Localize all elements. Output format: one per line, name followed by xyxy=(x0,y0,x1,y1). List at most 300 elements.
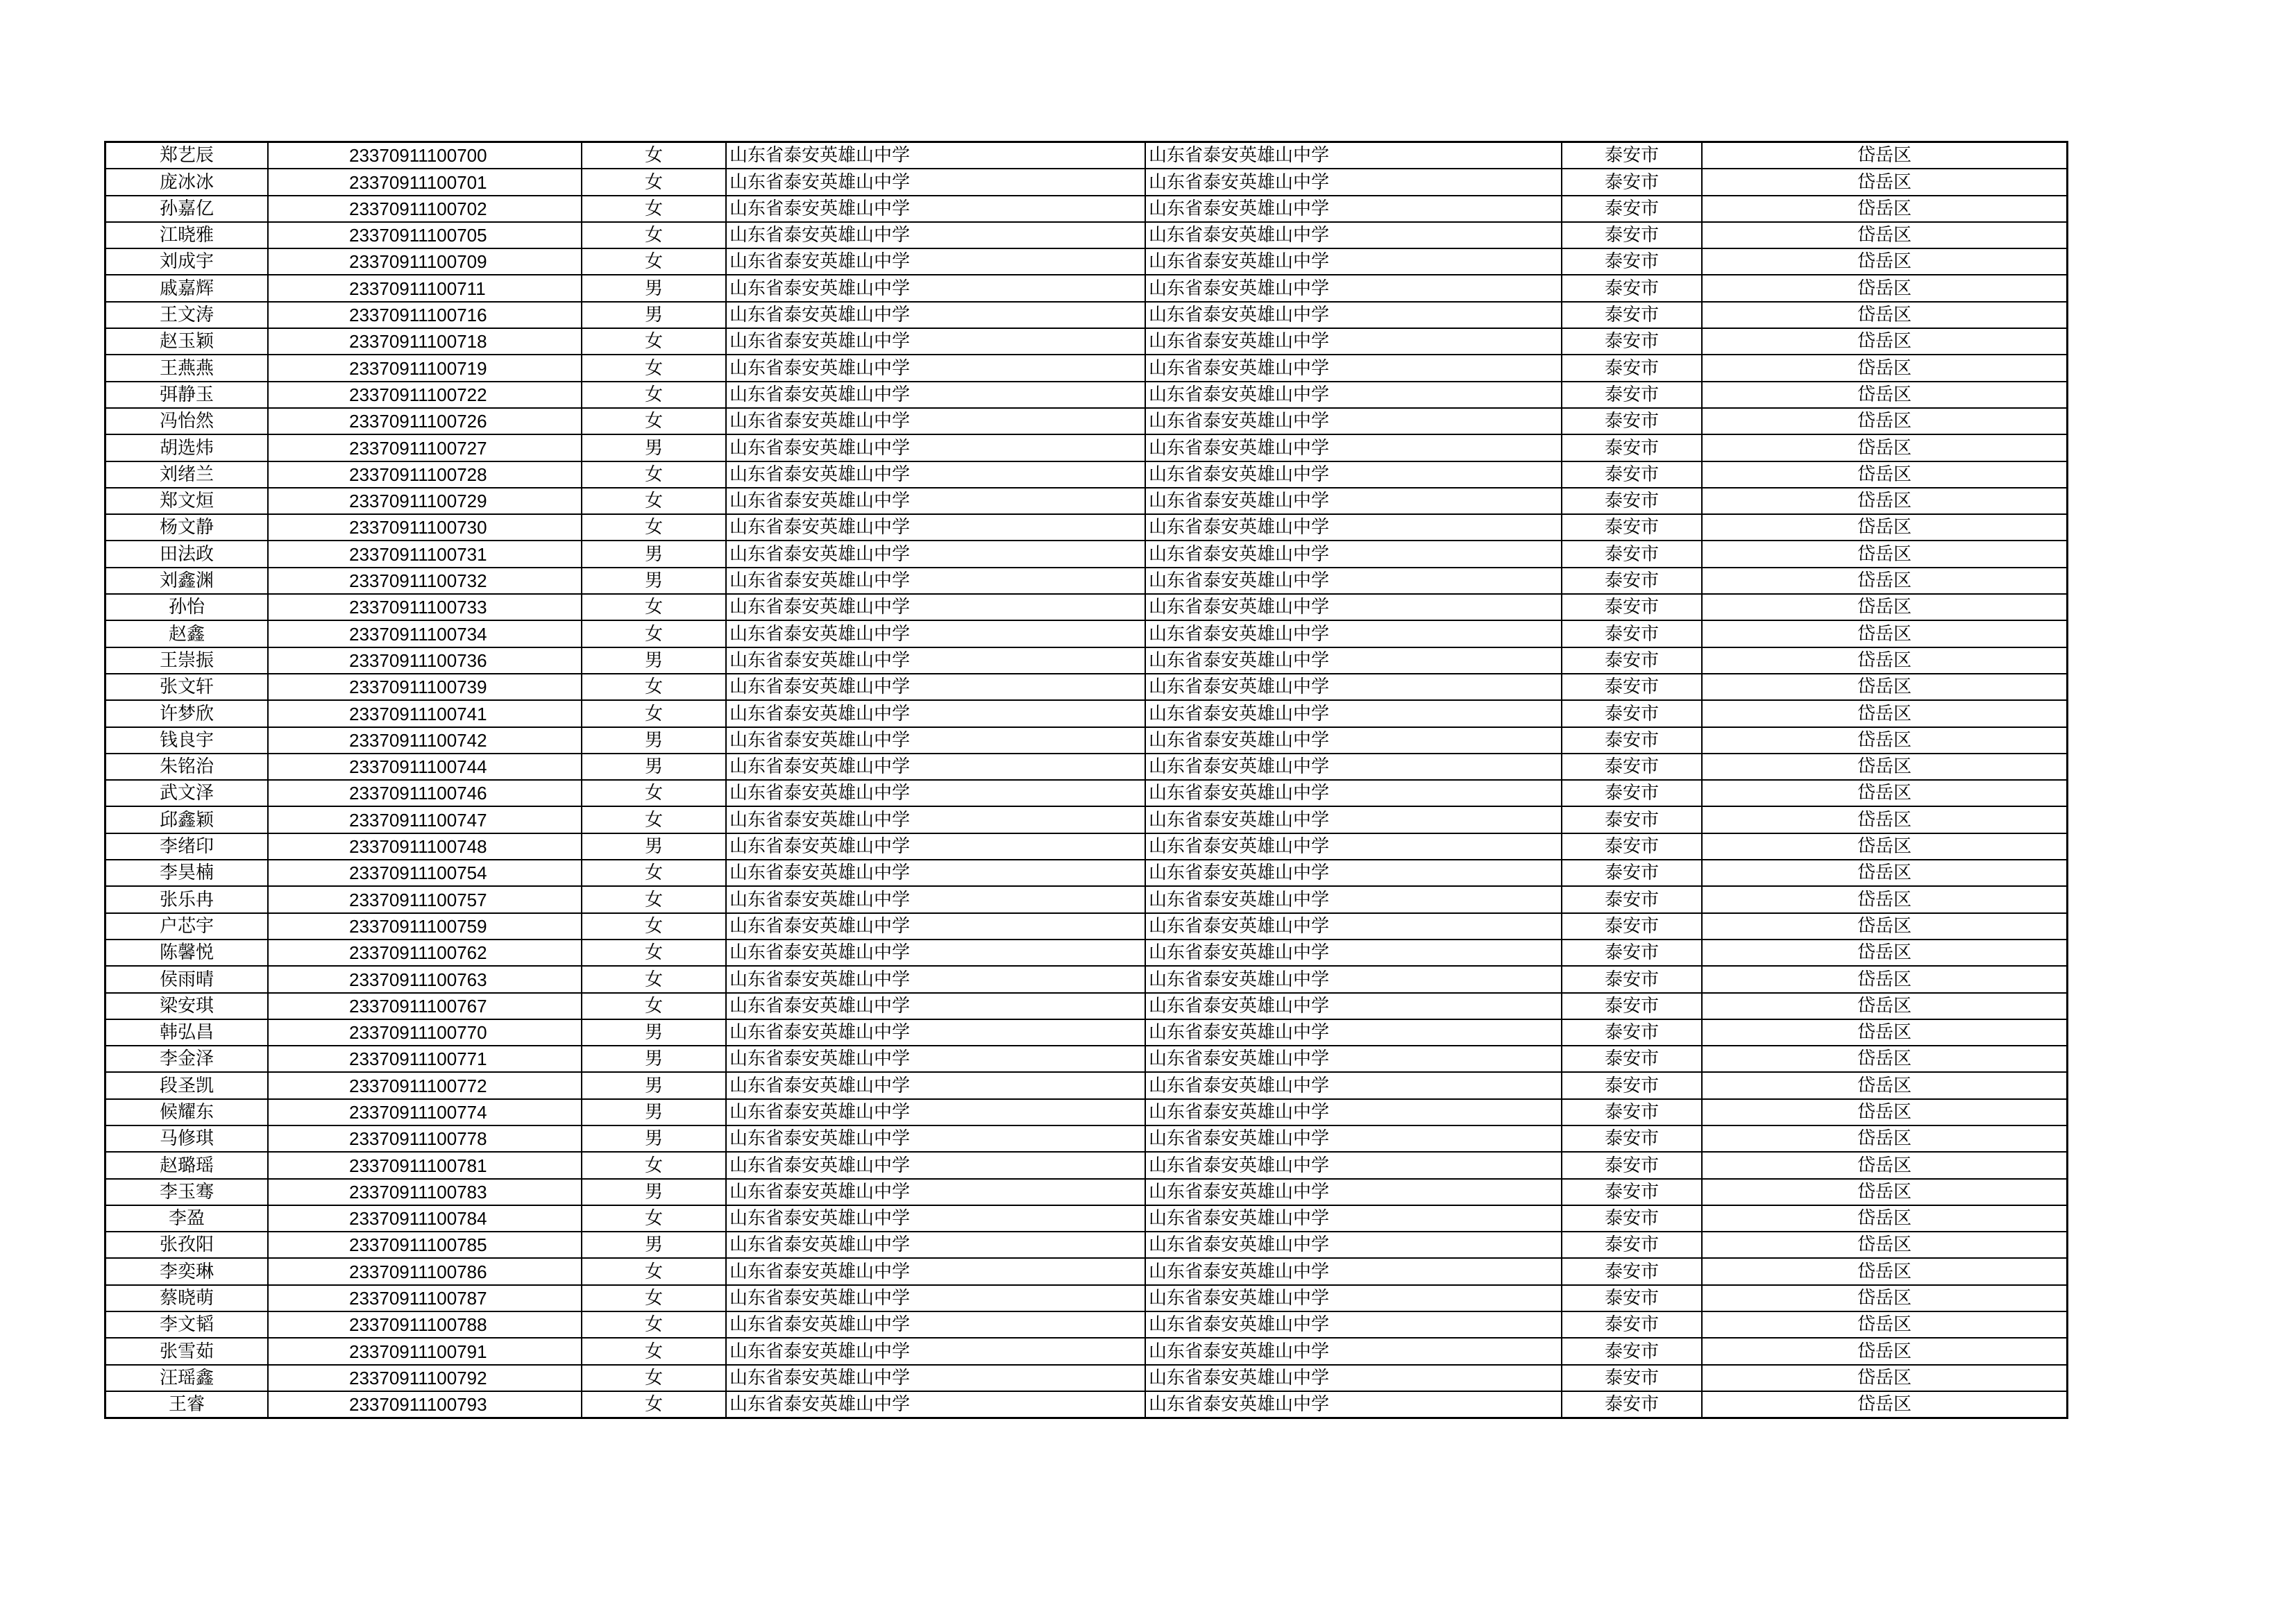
table-row xyxy=(105,461,2068,488)
school-cell: 山东省泰安英雄山中学 xyxy=(726,806,1145,833)
school-cell: 山东省泰安英雄山中学 xyxy=(726,222,1145,248)
exam-site-cell: 山东省泰安英雄山中学 xyxy=(1145,780,1562,806)
district-cell: 岱岳区 xyxy=(1702,1338,2068,1364)
exam-number-cell: 23370911100732 xyxy=(268,568,582,594)
district-cell: 岱岳区 xyxy=(1702,1365,2068,1391)
student-name-cell: 张文轩 xyxy=(105,674,269,700)
exam-site-cell: 山东省泰安英雄山中学 xyxy=(1145,1338,1562,1364)
table-row xyxy=(105,1311,2068,1338)
table-row xyxy=(105,1391,2068,1418)
school-cell: 山东省泰安英雄山中学 xyxy=(726,355,1145,381)
table-row xyxy=(105,1125,2068,1152)
exam-site-cell: 山东省泰安英雄山中学 xyxy=(1145,541,1562,567)
student-name-cell: 邱鑫颖 xyxy=(105,806,269,833)
district-cell: 岱岳区 xyxy=(1702,1311,2068,1338)
district-cell: 岱岳区 xyxy=(1702,1232,2068,1258)
city-cell: 泰安市 xyxy=(1562,488,1702,514)
exam-number-cell: 23370911100757 xyxy=(268,886,582,912)
city-cell: 泰安市 xyxy=(1562,382,1702,408)
district-cell: 岱岳区 xyxy=(1702,833,2068,860)
student-name-cell: 郑文烜 xyxy=(105,488,269,514)
exam-site-cell: 山东省泰安英雄山中学 xyxy=(1145,674,1562,700)
city-cell: 泰安市 xyxy=(1562,355,1702,381)
student-name-cell: 李盈 xyxy=(105,1205,269,1232)
gender-cell: 男 xyxy=(582,1072,726,1098)
exam-number-cell: 23370911100788 xyxy=(268,1311,582,1338)
district-cell: 岱岳区 xyxy=(1702,461,2068,488)
exam-number-cell: 23370911100739 xyxy=(268,674,582,700)
school-cell: 山东省泰安英雄山中学 xyxy=(726,913,1145,940)
student-name-cell: 王崇振 xyxy=(105,647,269,674)
exam-number-cell: 23370911100787 xyxy=(268,1285,582,1311)
city-cell: 泰安市 xyxy=(1562,1258,1702,1284)
table-row xyxy=(105,275,2068,301)
gender-cell: 男 xyxy=(582,302,726,328)
school-cell: 山东省泰安英雄山中学 xyxy=(726,541,1145,567)
exam-number-cell: 23370911100742 xyxy=(268,727,582,754)
table-row xyxy=(105,727,2068,754)
exam-site-cell: 山东省泰安英雄山中学 xyxy=(1145,328,1562,355)
exam-number-cell: 23370911100786 xyxy=(268,1258,582,1284)
gender-cell: 女 xyxy=(582,169,726,195)
exam-number-cell: 23370911100719 xyxy=(268,355,582,381)
city-cell: 泰安市 xyxy=(1562,328,1702,355)
table-row xyxy=(105,142,2068,169)
exam-site-cell: 山东省泰安英雄山中学 xyxy=(1145,222,1562,248)
city-cell: 泰安市 xyxy=(1562,913,1702,940)
student-name-cell: 田法政 xyxy=(105,541,269,567)
student-name-cell: 戚嘉辉 xyxy=(105,275,269,301)
table-row xyxy=(105,700,2068,726)
school-cell: 山东省泰安英雄山中学 xyxy=(726,169,1145,195)
district-cell: 岱岳区 xyxy=(1702,222,2068,248)
city-cell: 泰安市 xyxy=(1562,568,1702,594)
gender-cell: 女 xyxy=(582,940,726,966)
exam-number-cell: 23370911100741 xyxy=(268,700,582,726)
gender-cell: 女 xyxy=(582,514,726,541)
student-name-cell: 韩弘昌 xyxy=(105,1019,269,1046)
exam-number-cell: 23370911100734 xyxy=(268,620,582,647)
table-row xyxy=(105,541,2068,567)
table-row xyxy=(105,196,2068,222)
exam-site-cell: 山东省泰安英雄山中学 xyxy=(1145,1125,1562,1152)
city-cell: 泰安市 xyxy=(1562,594,1702,620)
exam-site-cell: 山东省泰安英雄山中学 xyxy=(1145,700,1562,726)
table-row xyxy=(105,647,2068,674)
exam-site-cell: 山东省泰安英雄山中学 xyxy=(1145,993,1562,1019)
school-cell: 山东省泰安英雄山中学 xyxy=(726,886,1145,912)
city-cell: 泰安市 xyxy=(1562,1099,1702,1125)
exam-number-cell: 23370911100731 xyxy=(268,541,582,567)
student-name-cell: 李奕琳 xyxy=(105,1258,269,1284)
exam-site-cell: 山东省泰安英雄山中学 xyxy=(1145,806,1562,833)
school-cell: 山东省泰安英雄山中学 xyxy=(726,568,1145,594)
school-cell: 山东省泰安英雄山中学 xyxy=(726,1285,1145,1311)
table-row xyxy=(105,302,2068,328)
table-row xyxy=(105,328,2068,355)
gender-cell: 男 xyxy=(582,1019,726,1046)
student-name-cell: 胡选炜 xyxy=(105,434,269,461)
district-cell: 岱岳区 xyxy=(1702,541,2068,567)
table-row xyxy=(105,355,2068,381)
district-cell: 岱岳区 xyxy=(1702,355,2068,381)
city-cell: 泰安市 xyxy=(1562,408,1702,434)
exam-number-cell: 23370911100700 xyxy=(268,142,582,169)
district-cell: 岱岳区 xyxy=(1702,142,2068,169)
district-cell: 岱岳区 xyxy=(1702,408,2068,434)
gender-cell: 男 xyxy=(582,1046,726,1072)
school-cell: 山东省泰安英雄山中学 xyxy=(726,1072,1145,1098)
district-cell: 岱岳区 xyxy=(1702,248,2068,275)
student-name-cell: 梁安琪 xyxy=(105,993,269,1019)
school-cell: 山东省泰安英雄山中学 xyxy=(726,408,1145,434)
school-cell: 山东省泰安英雄山中学 xyxy=(726,1258,1145,1284)
district-cell: 岱岳区 xyxy=(1702,700,2068,726)
gender-cell: 女 xyxy=(582,1338,726,1364)
school-cell: 山东省泰安英雄山中学 xyxy=(726,674,1145,700)
exam-site-cell: 山东省泰安英雄山中学 xyxy=(1145,966,1562,992)
exam-number-cell: 23370911100759 xyxy=(268,913,582,940)
district-cell: 岱岳区 xyxy=(1702,488,2068,514)
gender-cell: 男 xyxy=(582,833,726,860)
school-cell: 山东省泰安英雄山中学 xyxy=(726,382,1145,408)
table-row xyxy=(105,833,2068,860)
student-name-cell: 李玉骞 xyxy=(105,1179,269,1205)
exam-site-cell: 山东省泰安英雄山中学 xyxy=(1145,1179,1562,1205)
city-cell: 泰安市 xyxy=(1562,966,1702,992)
city-cell: 泰安市 xyxy=(1562,275,1702,301)
exam-number-cell: 23370911100726 xyxy=(268,408,582,434)
school-cell: 山东省泰安英雄山中学 xyxy=(726,993,1145,1019)
gender-cell: 女 xyxy=(582,913,726,940)
school-cell: 山东省泰安英雄山中学 xyxy=(726,754,1145,780)
exam-site-cell: 山东省泰安英雄山中学 xyxy=(1145,142,1562,169)
exam-site-cell: 山东省泰安英雄山中学 xyxy=(1145,1072,1562,1098)
student-name-cell: 刘绪兰 xyxy=(105,461,269,488)
district-cell: 岱岳区 xyxy=(1702,780,2068,806)
exam-number-cell: 23370911100783 xyxy=(268,1179,582,1205)
school-cell: 山东省泰安英雄山中学 xyxy=(726,142,1145,169)
district-cell: 岱岳区 xyxy=(1702,754,2068,780)
exam-site-cell: 山东省泰安英雄山中学 xyxy=(1145,488,1562,514)
city-cell: 泰安市 xyxy=(1562,434,1702,461)
district-cell: 岱岳区 xyxy=(1702,1099,2068,1125)
student-name-cell: 李文韬 xyxy=(105,1311,269,1338)
city-cell: 泰安市 xyxy=(1562,780,1702,806)
student-name-cell: 段圣凯 xyxy=(105,1072,269,1098)
school-cell: 山东省泰安英雄山中学 xyxy=(726,1232,1145,1258)
city-cell: 泰安市 xyxy=(1562,647,1702,674)
table-row xyxy=(105,674,2068,700)
table-row xyxy=(105,222,2068,248)
school-cell: 山东省泰安英雄山中学 xyxy=(726,302,1145,328)
exam-number-cell: 23370911100778 xyxy=(268,1125,582,1152)
city-cell: 泰安市 xyxy=(1562,302,1702,328)
student-name-cell: 李昊楠 xyxy=(105,860,269,886)
school-cell: 山东省泰安英雄山中学 xyxy=(726,1311,1145,1338)
district-cell: 岱岳区 xyxy=(1702,940,2068,966)
city-cell: 泰安市 xyxy=(1562,620,1702,647)
school-cell: 山东省泰安英雄山中学 xyxy=(726,461,1145,488)
city-cell: 泰安市 xyxy=(1562,1285,1702,1311)
exam-number-cell: 23370911100754 xyxy=(268,860,582,886)
gender-cell: 男 xyxy=(582,1232,726,1258)
exam-number-cell: 23370911100791 xyxy=(268,1338,582,1364)
district-cell: 岱岳区 xyxy=(1702,1285,2068,1311)
district-cell: 岱岳区 xyxy=(1702,1046,2068,1072)
roster-body xyxy=(105,142,2068,1418)
gender-cell: 女 xyxy=(582,806,726,833)
school-cell: 山东省泰安英雄山中学 xyxy=(726,514,1145,541)
exam-site-cell: 山东省泰安英雄山中学 xyxy=(1145,940,1562,966)
table-row xyxy=(105,248,2068,275)
school-cell: 山东省泰安英雄山中学 xyxy=(726,647,1145,674)
school-cell: 山东省泰安英雄山中学 xyxy=(726,1338,1145,1364)
school-cell: 山东省泰安英雄山中学 xyxy=(726,328,1145,355)
city-cell: 泰安市 xyxy=(1562,1232,1702,1258)
gender-cell: 女 xyxy=(582,142,726,169)
exam-site-cell: 山东省泰安英雄山中学 xyxy=(1145,594,1562,620)
gender-cell: 男 xyxy=(582,1125,726,1152)
exam-site-cell: 山东省泰安英雄山中学 xyxy=(1145,1285,1562,1311)
student-name-cell: 汪瑶鑫 xyxy=(105,1365,269,1391)
exam-site-cell: 山东省泰安英雄山中学 xyxy=(1145,727,1562,754)
student-name-cell: 侯雨晴 xyxy=(105,966,269,992)
district-cell: 岱岳区 xyxy=(1702,1072,2068,1098)
table-row xyxy=(105,754,2068,780)
table-row xyxy=(105,620,2068,647)
city-cell: 泰安市 xyxy=(1562,993,1702,1019)
district-cell: 岱岳区 xyxy=(1702,169,2068,195)
student-name-cell: 庞冰冰 xyxy=(105,169,269,195)
exam-number-cell: 23370911100763 xyxy=(268,966,582,992)
exam-site-cell: 山东省泰安英雄山中学 xyxy=(1145,196,1562,222)
exam-number-cell: 23370911100746 xyxy=(268,780,582,806)
exam-site-cell: 山东省泰安英雄山中学 xyxy=(1145,1046,1562,1072)
city-cell: 泰安市 xyxy=(1562,700,1702,726)
gender-cell: 女 xyxy=(582,1391,726,1418)
exam-number-cell: 23370911100709 xyxy=(268,248,582,275)
gender-cell: 女 xyxy=(582,594,726,620)
table-row xyxy=(105,1232,2068,1258)
gender-cell: 女 xyxy=(582,993,726,1019)
school-cell: 山东省泰安英雄山中学 xyxy=(726,196,1145,222)
school-cell: 山东省泰安英雄山中学 xyxy=(726,1152,1145,1178)
school-cell: 山东省泰安英雄山中学 xyxy=(726,1205,1145,1232)
exam-site-cell: 山东省泰安英雄山中学 xyxy=(1145,886,1562,912)
exam-site-cell: 山东省泰安英雄山中学 xyxy=(1145,1258,1562,1284)
table-row xyxy=(105,860,2068,886)
district-cell: 岱岳区 xyxy=(1702,1391,2068,1418)
table-row xyxy=(105,806,2068,833)
school-cell: 山东省泰安英雄山中学 xyxy=(726,488,1145,514)
student-name-cell: 王文涛 xyxy=(105,302,269,328)
table-row xyxy=(105,913,2068,940)
exam-site-cell: 山东省泰安英雄山中学 xyxy=(1145,302,1562,328)
gender-cell: 女 xyxy=(582,1365,726,1391)
student-name-cell: 候耀东 xyxy=(105,1099,269,1125)
exam-number-cell: 23370911100748 xyxy=(268,833,582,860)
student-name-cell: 刘鑫渊 xyxy=(105,568,269,594)
exam-number-cell: 23370911100730 xyxy=(268,514,582,541)
gender-cell: 女 xyxy=(582,860,726,886)
school-cell: 山东省泰安英雄山中学 xyxy=(726,620,1145,647)
city-cell: 泰安市 xyxy=(1562,461,1702,488)
student-name-cell: 朱铭治 xyxy=(105,754,269,780)
exam-number-cell: 23370911100718 xyxy=(268,328,582,355)
student-name-cell: 王燕燕 xyxy=(105,355,269,381)
exam-site-cell: 山东省泰安英雄山中学 xyxy=(1145,169,1562,195)
gender-cell: 女 xyxy=(582,1311,726,1338)
school-cell: 山东省泰安英雄山中学 xyxy=(726,275,1145,301)
exam-site-cell: 山东省泰安英雄山中学 xyxy=(1145,514,1562,541)
city-cell: 泰安市 xyxy=(1562,940,1702,966)
city-cell: 泰安市 xyxy=(1562,1019,1702,1046)
exam-number-cell: 23370911100767 xyxy=(268,993,582,1019)
city-cell: 泰安市 xyxy=(1562,1205,1702,1232)
school-cell: 山东省泰安英雄山中学 xyxy=(726,1046,1145,1072)
school-cell: 山东省泰安英雄山中学 xyxy=(726,940,1145,966)
gender-cell: 女 xyxy=(582,222,726,248)
exam-number-cell: 23370911100727 xyxy=(268,434,582,461)
table-row xyxy=(105,169,2068,195)
table-row xyxy=(105,1338,2068,1364)
exam-site-cell: 山东省泰安英雄山中学 xyxy=(1145,275,1562,301)
district-cell: 岱岳区 xyxy=(1702,514,2068,541)
city-cell: 泰安市 xyxy=(1562,248,1702,275)
exam-number-cell: 23370911100728 xyxy=(268,461,582,488)
gender-cell: 女 xyxy=(582,328,726,355)
gender-cell: 女 xyxy=(582,780,726,806)
city-cell: 泰安市 xyxy=(1562,1391,1702,1418)
table-row xyxy=(105,1072,2068,1098)
table-row xyxy=(105,1046,2068,1072)
gender-cell: 男 xyxy=(582,541,726,567)
exam-site-cell: 山东省泰安英雄山中学 xyxy=(1145,860,1562,886)
gender-cell: 女 xyxy=(582,1258,726,1284)
student-name-cell: 江晓雅 xyxy=(105,222,269,248)
student-name-cell: 杨文静 xyxy=(105,514,269,541)
exam-site-cell: 山东省泰安英雄山中学 xyxy=(1145,620,1562,647)
student-name-cell: 蔡晓萌 xyxy=(105,1285,269,1311)
city-cell: 泰安市 xyxy=(1562,833,1702,860)
exam-number-cell: 23370911100774 xyxy=(268,1099,582,1125)
exam-number-cell: 23370911100785 xyxy=(268,1232,582,1258)
gender-cell: 女 xyxy=(582,1285,726,1311)
student-name-cell: 郑艺辰 xyxy=(105,142,269,169)
gender-cell: 女 xyxy=(582,382,726,408)
district-cell: 岱岳区 xyxy=(1702,727,2068,754)
student-name-cell: 弭静玉 xyxy=(105,382,269,408)
school-cell: 山东省泰安英雄山中学 xyxy=(726,248,1145,275)
exam-number-cell: 23370911100771 xyxy=(268,1046,582,1072)
exam-site-cell: 山东省泰安英雄山中学 xyxy=(1145,647,1562,674)
gender-cell: 女 xyxy=(582,488,726,514)
student-name-cell: 冯怡然 xyxy=(105,408,269,434)
gender-cell: 女 xyxy=(582,700,726,726)
exam-number-cell: 23370911100772 xyxy=(268,1072,582,1098)
student-name-cell: 孙怡 xyxy=(105,594,269,620)
city-cell: 泰安市 xyxy=(1562,754,1702,780)
exam-site-cell: 山东省泰安英雄山中学 xyxy=(1145,408,1562,434)
school-cell: 山东省泰安英雄山中学 xyxy=(726,833,1145,860)
district-cell: 岱岳区 xyxy=(1702,1179,2068,1205)
table-row xyxy=(105,886,2068,912)
city-cell: 泰安市 xyxy=(1562,1179,1702,1205)
school-cell: 山东省泰安英雄山中学 xyxy=(726,434,1145,461)
city-cell: 泰安市 xyxy=(1562,541,1702,567)
gender-cell: 男 xyxy=(582,434,726,461)
exam-site-cell: 山东省泰安英雄山中学 xyxy=(1145,1391,1562,1418)
student-name-cell: 刘成宇 xyxy=(105,248,269,275)
city-cell: 泰安市 xyxy=(1562,1072,1702,1098)
district-cell: 岱岳区 xyxy=(1702,1019,2068,1046)
exam-number-cell: 23370911100784 xyxy=(268,1205,582,1232)
school-cell: 山东省泰安英雄山中学 xyxy=(726,1019,1145,1046)
district-cell: 岱岳区 xyxy=(1702,806,2068,833)
city-cell: 泰安市 xyxy=(1562,1152,1702,1178)
city-cell: 泰安市 xyxy=(1562,196,1702,222)
city-cell: 泰安市 xyxy=(1562,886,1702,912)
exam-site-cell: 山东省泰安英雄山中学 xyxy=(1145,355,1562,381)
table-row xyxy=(105,1099,2068,1125)
city-cell: 泰安市 xyxy=(1562,1311,1702,1338)
gender-cell: 女 xyxy=(582,408,726,434)
exam-site-cell: 山东省泰安英雄山中学 xyxy=(1145,1019,1562,1046)
table-row xyxy=(105,966,2068,992)
gender-cell: 女 xyxy=(582,196,726,222)
table-row xyxy=(105,1205,2068,1232)
table-row xyxy=(105,1258,2068,1284)
student-name-cell: 赵鑫 xyxy=(105,620,269,647)
district-cell: 岱岳区 xyxy=(1702,913,2068,940)
exam-number-cell: 23370911100792 xyxy=(268,1365,582,1391)
city-cell: 泰安市 xyxy=(1562,1365,1702,1391)
table-row xyxy=(105,568,2068,594)
district-cell: 岱岳区 xyxy=(1702,674,2068,700)
student-name-cell: 武文泽 xyxy=(105,780,269,806)
district-cell: 岱岳区 xyxy=(1702,1205,2068,1232)
district-cell: 岱岳区 xyxy=(1702,302,2068,328)
student-name-cell: 张雪茹 xyxy=(105,1338,269,1364)
gender-cell: 女 xyxy=(582,620,726,647)
district-cell: 岱岳区 xyxy=(1702,647,2068,674)
district-cell: 岱岳区 xyxy=(1702,1152,2068,1178)
student-name-cell: 张乐冉 xyxy=(105,886,269,912)
city-cell: 泰安市 xyxy=(1562,1046,1702,1072)
exam-site-cell: 山东省泰安英雄山中学 xyxy=(1145,1205,1562,1232)
district-cell: 岱岳区 xyxy=(1702,434,2068,461)
exam-site-cell: 山东省泰安英雄山中学 xyxy=(1145,1365,1562,1391)
exam-site-cell: 山东省泰安英雄山中学 xyxy=(1145,833,1562,860)
exam-number-cell: 23370911100781 xyxy=(268,1152,582,1178)
student-name-cell: 赵玉颖 xyxy=(105,328,269,355)
district-cell: 岱岳区 xyxy=(1702,966,2068,992)
exam-site-cell: 山东省泰安英雄山中学 xyxy=(1145,248,1562,275)
city-cell: 泰安市 xyxy=(1562,727,1702,754)
district-cell: 岱岳区 xyxy=(1702,1125,2068,1152)
school-cell: 山东省泰安英雄山中学 xyxy=(726,1179,1145,1205)
gender-cell: 男 xyxy=(582,1179,726,1205)
gender-cell: 女 xyxy=(582,674,726,700)
exam-number-cell: 23370911100705 xyxy=(268,222,582,248)
exam-site-cell: 山东省泰安英雄山中学 xyxy=(1145,1311,1562,1338)
gender-cell: 女 xyxy=(582,248,726,275)
student-name-cell: 孙嘉亿 xyxy=(105,196,269,222)
table-row xyxy=(105,1365,2068,1391)
district-cell: 岱岳区 xyxy=(1702,568,2068,594)
exam-site-cell: 山东省泰安英雄山中学 xyxy=(1145,461,1562,488)
